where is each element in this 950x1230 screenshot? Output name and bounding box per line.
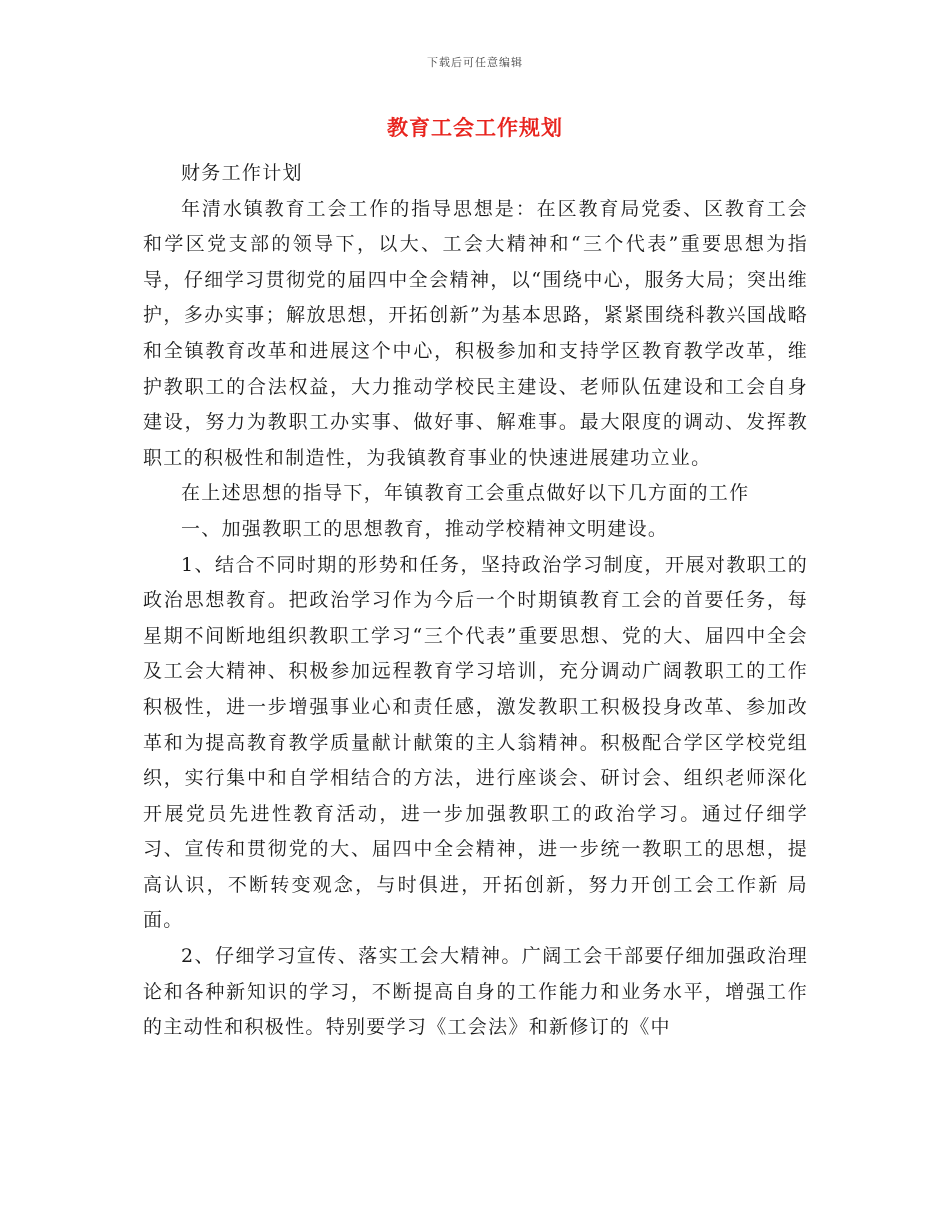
paragraph: 年清水镇教育工会工作的指导思想是：在区教育局党委、区教育工会和学区党支部的领导下，以大、工会大精神和“三个代表”重要思想为指导，仔细学习贯彻党的届四中全会精神，以“围绕中心，服务大局；突出维护，多办实事；解放思想，开拓创新”为基本思路，紧紧围绕科教兴国战略和全镇教育改革和进展这个中心，积极参加和支持学区教育教学改革，维护教职工的合法权益，大力推动学校民主建设、老师队伍建设和工会自身建设，努力为教职工办实事、做好事、解难事。最大限度的调动、发挥教职工的积极性和制造性，为我镇教育事业的快速进展建功立业。 <box>143 197 808 469</box>
document-body <box>143 156 808 1046</box>
paragraph: 在上述思想的指导下，年镇教育工会重点做好以下几方面的工作 <box>181 482 750 505</box>
paragraph: 2、仔细学习宣传、落实工会大精神。广阔工会干部要仔细加强政治理论和各种新知识的学习，不断提高自身的工作能力和业务水平，增强工作的主动性和积极性。特别要学习《工会法》和新修订的《中 <box>143 945 808 1039</box>
document-title: 教育工会工作规划 <box>387 115 563 140</box>
paragraph: 1、结合不同时期的形势和任务，坚持政治学习制度，开展对教职工的政治思想教育。把政治学习作为今后一个时期镇教育工会的首要任务，每星期不间断地组织教职工学习“三个代表”重要思想、党的大、届四中全会及工会大精神、积极参加远程教育学习培训，充分调动广阔教职工的工作积极性，进一步增强事业心和责任感，激发教职工积极投身改革、参加改革和为提高教育教学质量献计献策的主人翁精神。积极配合学区学校党组织，实行集中和自学相结合的方法，进行座谈会、研讨会、组织老师深化开展党员先进性教育活动，进一步加强教职工的政治学习。通过仔细学习、宣传和贯彻党的大、届四中全会精神，进一步统一教职工的思想，提高认识，不断转变观念，与时俱进，开拓创新，努力开创工会工作新 局面。 <box>143 553 808 932</box>
paragraph: 财务工作计划 <box>181 162 303 184</box>
paragraph: 一、加强教职工的思想教育，推动学校精神文明建设。 <box>181 517 669 540</box>
header-note: 下载后可任意编辑 <box>427 56 523 69</box>
